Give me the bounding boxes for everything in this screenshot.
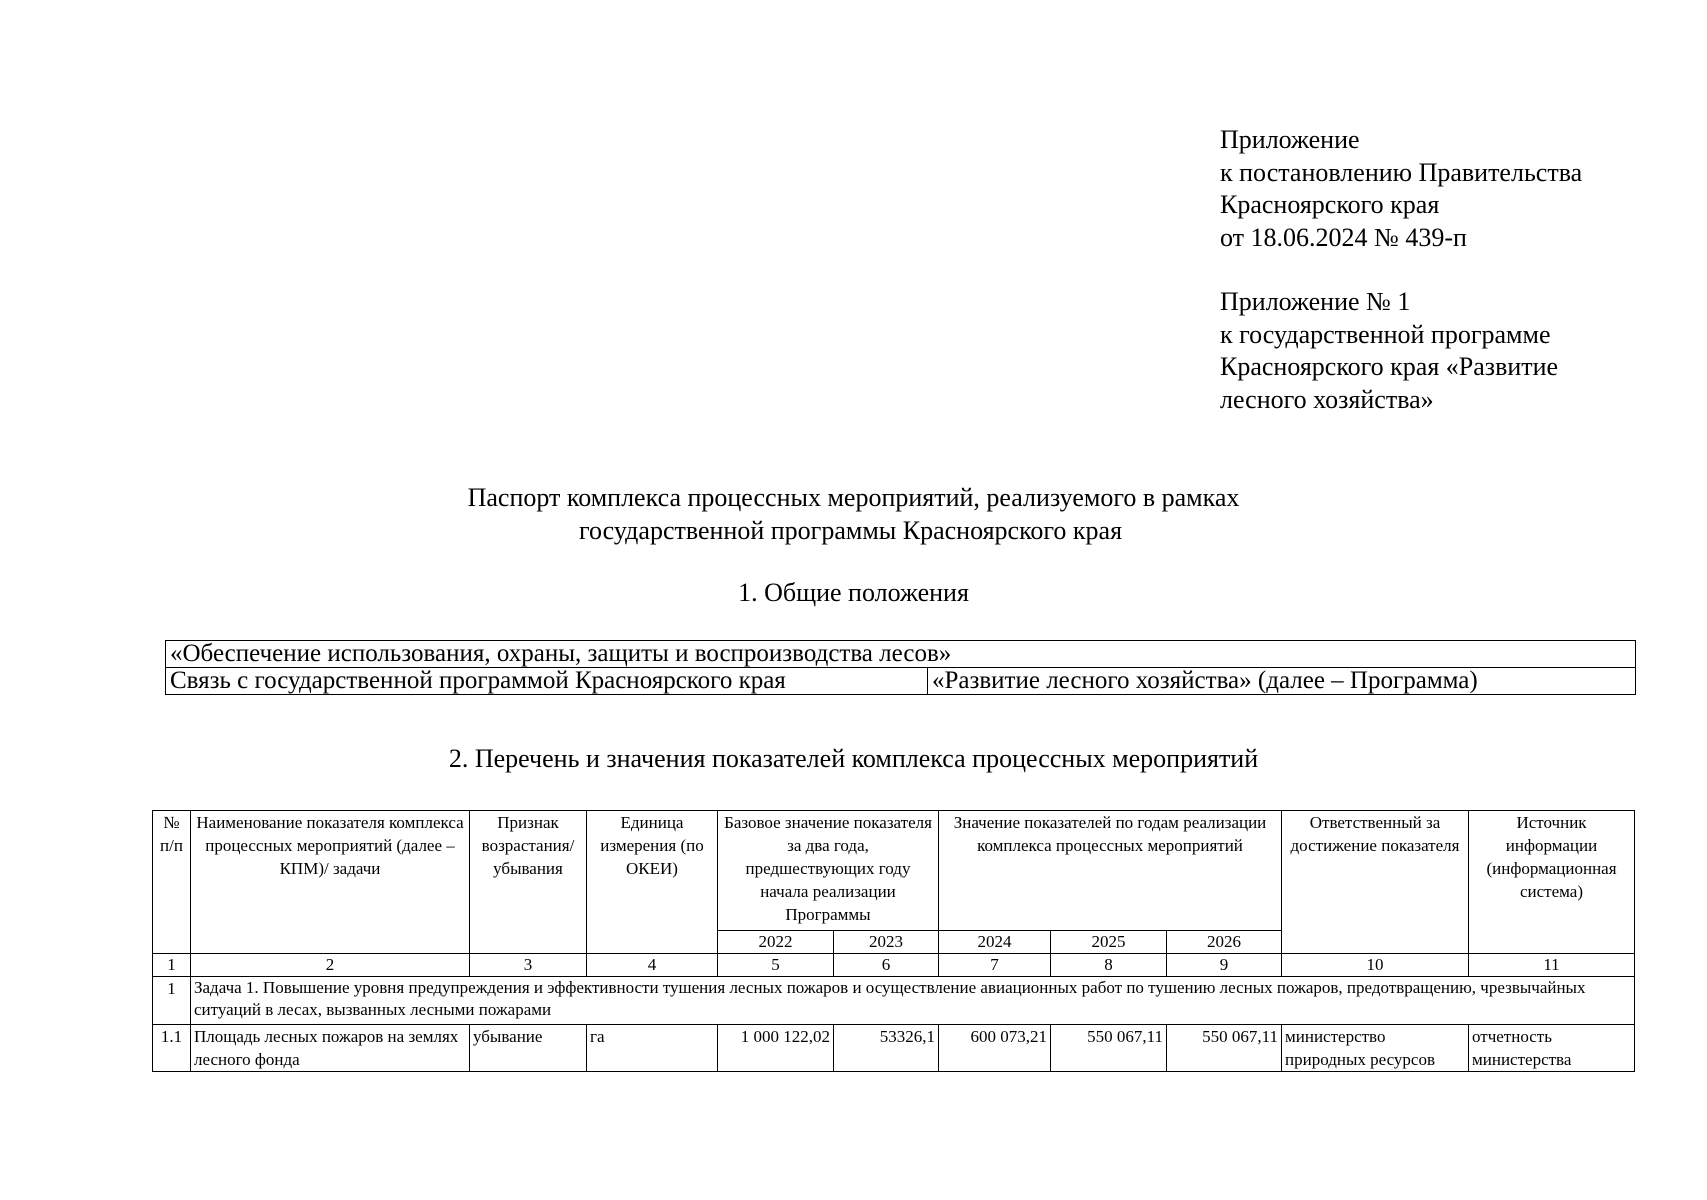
indicators-table	[152, 810, 1635, 1072]
addendum-line: к государственной программе	[1220, 319, 1551, 349]
year-2024: 2024	[939, 931, 1051, 954]
indicator-name: Площадь лесных пожаров на землях лесного фонда	[191, 1025, 470, 1072]
column-number: 3	[470, 954, 587, 977]
year-2023: 2023	[834, 931, 939, 954]
year-2022: 2022	[718, 931, 834, 954]
title-line-1: Паспорт комплекса процессных мероприятий, реализуемого в рамках	[467, 483, 1240, 512]
header-values: Значение показателей по годам реализации комплекса процессных мероприятий	[939, 811, 1282, 931]
program-link-value: «Развитие лесного хозяйства» (далее – Программа)	[928, 668, 1636, 695]
year-2025: 2025	[1051, 931, 1167, 954]
column-number: 8	[1051, 954, 1167, 977]
addendum-line: Красноярского края	[1220, 190, 1440, 219]
addendum-line: Красноярского края «Развитие	[1220, 352, 1559, 381]
column-number: 7	[939, 954, 1051, 977]
row-number: 1.1	[153, 1025, 191, 1072]
value-2024: 600 073,21	[939, 1025, 1051, 1072]
addendum-line: Приложение № 1	[1220, 287, 1411, 316]
value-2025: 550 067,11	[1051, 1025, 1167, 1072]
value-2026: 550 067,11	[1167, 1025, 1282, 1072]
column-number: 2	[191, 954, 470, 977]
column-number: 11	[1469, 954, 1635, 977]
task-number: 1	[153, 977, 191, 1025]
value-2023: 53326,1	[834, 1025, 939, 1072]
header-base: Базовое значение показателя за два года, предшествующих году начала реализации Программы	[718, 811, 939, 931]
year-2026: 2026	[1167, 931, 1282, 954]
column-number: 4	[587, 954, 718, 977]
addendum-line: от 18.06.2024 № 439-п	[1220, 222, 1467, 252]
header-no: № п/п	[153, 811, 191, 954]
column-number: 6	[834, 954, 939, 977]
value-2022: 1 000 122,02	[718, 1025, 834, 1072]
addendum-line: лесного хозяйства»	[1220, 384, 1434, 414]
column-number: 5	[718, 954, 834, 977]
indicator-source: отчетность министерства	[1469, 1025, 1635, 1072]
general-provisions-table	[165, 640, 1636, 695]
section-1-heading: 1. Общие положения	[738, 578, 969, 607]
task-text: Задача 1. Повышение уровня предупреждения и эффективности тушения лесных пожаров и осуществление авиационных работ по тушению лесных пожаров, предотвращению, чрезвычайных ситуаций в лесах, вызванных лесными пожарами	[191, 977, 1635, 1025]
addendum-block	[1220, 124, 1582, 416]
header-unit: Единица измерения (по ОКЕИ)	[587, 811, 718, 954]
program-link-label: Связь с государственной программой Красноярского края	[166, 668, 928, 695]
column-number: 9	[1167, 954, 1282, 977]
header-responsible: Ответственный за достижение показателя	[1282, 811, 1469, 954]
section-2-heading: 2. Перечень и значения показателей комплекса процессных мероприятий	[448, 744, 1259, 773]
column-number: 10	[1282, 954, 1469, 977]
header-source: Источник информации (информационная система)	[1469, 811, 1635, 954]
indicator-sign: убывание	[470, 1025, 587, 1072]
header-sign: Признак возрастания/ убывания	[470, 811, 587, 954]
addendum-line: Приложение	[1220, 125, 1360, 154]
header-name: Наименование показателя комплекса процессных мероприятий (далее – КПМ)/ задачи	[191, 811, 470, 954]
complex-name-cell: «Обеспечение использования, охраны, защиты и воспроизводства лесов»	[166, 641, 1636, 668]
addendum-line: к постановлению Правительства	[1220, 157, 1583, 187]
title-line-2: государственной программы Красноярского края	[578, 515, 1123, 545]
document-title	[0, 482, 1707, 547]
indicator-responsible: министерство природных ресурсов	[1282, 1025, 1469, 1072]
column-number: 1	[153, 954, 191, 977]
indicator-unit: га	[587, 1025, 718, 1072]
